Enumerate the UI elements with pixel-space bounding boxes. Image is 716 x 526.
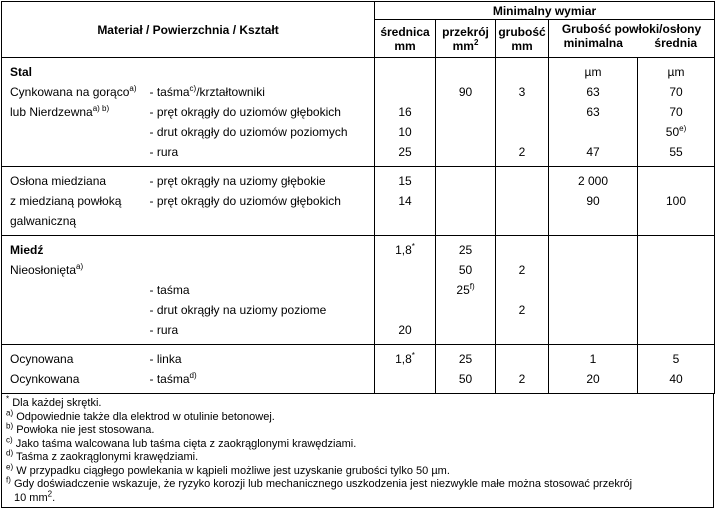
footnote-mark: c) — [6, 434, 13, 444]
footnote-ref: * — [411, 242, 415, 251]
minimalna-text: 20 — [586, 372, 600, 386]
przekroj-text: 25 — [456, 283, 470, 297]
srednia-cell — [638, 345, 715, 394]
srednia-value — [638, 260, 714, 280]
srednica-value — [375, 369, 435, 389]
group-name-line — [10, 122, 142, 142]
footnote-line — [2, 475, 713, 492]
przekroj-cell — [436, 236, 496, 345]
srednia-value — [638, 211, 714, 231]
footnote-mark: a) — [6, 407, 14, 417]
srednia-value — [638, 102, 714, 122]
group-name-line — [10, 142, 142, 162]
group-name-line — [10, 171, 142, 191]
srednica-value — [375, 122, 435, 142]
group-name-line — [10, 62, 142, 82]
minimalna-value — [549, 349, 637, 369]
srednica-value — [375, 300, 435, 320]
minimalna-value — [549, 260, 637, 280]
shape-line — [150, 191, 375, 211]
przekroj-value — [436, 191, 495, 211]
grubosc-cell — [496, 345, 549, 394]
srednica-text: 1,8 — [395, 243, 412, 257]
footnote-ref: e) — [679, 124, 687, 133]
srednia-text: 70 — [669, 105, 683, 119]
grubosc-value — [496, 82, 548, 102]
group-name-text: galwaniczną — [10, 214, 77, 228]
group-name-line — [10, 280, 142, 300]
minimalna-cell — [549, 58, 638, 167]
shape-text: - taśma — [149, 85, 190, 99]
footnote-ref: a) — [76, 262, 84, 271]
group-miedz — [2, 236, 715, 345]
shape-text: - rura — [149, 323, 179, 337]
footnote-line — [2, 461, 713, 479]
shape-line — [150, 240, 375, 260]
grubosc-value — [496, 300, 548, 320]
shape-line — [150, 102, 375, 122]
srednica-value — [375, 62, 435, 82]
srednica-text: 16 — [398, 105, 412, 119]
group-name-line — [10, 369, 142, 389]
group-stal — [2, 58, 715, 167]
srednica-value — [375, 102, 435, 122]
minimalna-value — [549, 320, 637, 340]
shape-text: - drut okrągły do uziomów poziomych — [149, 125, 348, 139]
group-name-cell — [2, 236, 142, 345]
group-name-text: Cynkowana na gorąco — [10, 85, 130, 99]
group-name-line — [10, 102, 142, 122]
minimalna-value — [549, 300, 637, 320]
shape-text: - taśma — [149, 283, 190, 297]
przekroj-cell — [436, 345, 496, 394]
footnote-mark: d) — [6, 448, 14, 458]
group-name-line — [10, 300, 142, 320]
grubosc-value — [496, 62, 548, 82]
footnote-mark: * — [6, 394, 10, 404]
minimalna-value — [549, 191, 637, 211]
przekroj-value — [436, 240, 495, 260]
srednia-value — [638, 122, 714, 142]
minimalna-cell — [549, 345, 638, 394]
minimalna-value — [549, 171, 637, 191]
group-name-cell — [2, 167, 142, 236]
grubosc-text: 2 — [518, 372, 526, 386]
minimalna-value — [549, 102, 637, 122]
srednia-value — [638, 369, 714, 389]
footnote-text: Gdy doświadczenie wskazuje, że ryzyko korozji lub mechanicznego uszkodzenia jest niezwykle małe można stosować przekrój — [13, 478, 633, 490]
shape-line — [150, 211, 375, 231]
przekroj-cell — [436, 167, 496, 236]
group-name-text: Stal — [10, 65, 33, 79]
minimalna-text: 47 — [586, 145, 600, 159]
srednica-value — [375, 260, 435, 280]
srednia-value — [638, 142, 714, 162]
shape-line — [150, 82, 375, 102]
minimalna-text: 63 — [586, 105, 600, 119]
group-name-line — [10, 191, 142, 211]
srednica-text: 25 — [398, 145, 412, 159]
shape-line — [150, 62, 375, 82]
przekroj-value — [436, 62, 495, 82]
przekroj-text: 25 — [458, 243, 473, 257]
srednia-text: 5 — [672, 352, 680, 366]
srednia-value — [638, 171, 714, 191]
shape-text: - drut okrągły na uziomy poziome — [149, 303, 327, 317]
srednia-cell — [638, 58, 715, 167]
header-material: Materiał / Powierzchnia / Kształt — [2, 2, 375, 58]
grubosc-value — [496, 191, 548, 211]
header-powloka: Grubość powłoki/osłony minimalna średnia — [549, 20, 715, 58]
shape-line — [150, 280, 375, 300]
srednia-value — [638, 62, 714, 82]
srednia-cell — [638, 167, 715, 236]
footnote-ref: a) b) — [92, 104, 110, 113]
shape-line — [150, 300, 375, 320]
srednia-value — [638, 300, 714, 320]
footnote-line — [2, 488, 713, 506]
footnotes — [1, 394, 714, 508]
srednica-cell — [375, 236, 436, 345]
footnote-line — [2, 434, 713, 452]
srednia-value — [638, 82, 714, 102]
srednica-value — [375, 82, 435, 102]
group-oslona-miedziana — [2, 167, 715, 236]
przekroj-text: 50 — [458, 372, 473, 386]
group-name-cell — [2, 58, 142, 167]
footnote-line — [2, 421, 713, 438]
przekroj-value — [436, 280, 495, 300]
grubosc-text: 3 — [518, 85, 526, 99]
shape-line — [150, 320, 375, 340]
footnote-mark: f) — [6, 475, 11, 485]
grubosc-value — [496, 142, 548, 162]
grubosc-value — [496, 122, 548, 142]
srednia-text: 70 — [669, 85, 683, 99]
przekroj-cell — [436, 58, 496, 167]
przekroj-value — [436, 211, 495, 231]
grubosc-text: 2 — [518, 145, 526, 159]
grubosc-cell — [496, 236, 549, 345]
shape-text: - taśma — [149, 372, 190, 386]
srednica-text: 20 — [398, 323, 412, 337]
shape-text: - pręt okrągły do uziomów głębokich — [149, 194, 341, 208]
minimalna-text: µm — [584, 65, 602, 79]
group-name-line — [10, 349, 142, 369]
przekroj-value — [436, 349, 495, 369]
srednia-value — [638, 240, 714, 260]
footnote-text: 10 mm — [14, 491, 48, 504]
grubosc-value — [496, 320, 548, 340]
group-name-line — [10, 211, 142, 231]
grubosc-value — [496, 240, 548, 260]
przekroj-value — [436, 171, 495, 191]
srednica-text: 10 — [398, 125, 412, 139]
przekroj-value — [436, 369, 495, 389]
srednica-value — [375, 349, 435, 369]
footnote-ref: a) — [129, 84, 137, 93]
minimalna-cell — [549, 236, 638, 345]
footnote-tail: . — [52, 491, 56, 504]
group-ocynowana — [2, 345, 715, 394]
group-name-line — [10, 260, 142, 280]
srednica-value — [375, 191, 435, 211]
srednica-value — [375, 171, 435, 191]
footnote-ref: c) — [189, 84, 197, 93]
group-name-text: Nieosłonięta — [10, 263, 77, 277]
przekroj-value — [436, 320, 495, 340]
footnote-text: W przypadku ciągłego powlekania w kąpieli możliwe jest uzyskanie grubości tylko 50 µm. — [16, 464, 450, 477]
footnote-line — [2, 448, 713, 465]
footnote-ref: f) — [469, 282, 475, 291]
grubosc-value — [496, 349, 548, 369]
group-name-text: Ocynkowana — [10, 372, 80, 386]
shape-line — [150, 171, 375, 191]
przekroj-value — [436, 102, 495, 122]
przekroj-value — [436, 260, 495, 280]
minimalna-cell — [549, 167, 638, 236]
group-shape-cell — [142, 345, 375, 394]
przekroj-value — [436, 300, 495, 320]
srednica-text: 15 — [398, 174, 412, 188]
minimalna-value — [549, 280, 637, 300]
minimalna-value — [549, 62, 637, 82]
przekroj-text: 90 — [458, 85, 473, 99]
grubosc-value — [496, 369, 548, 389]
footnote-text: Taśma z zaokrąglonymi krawędziami. — [15, 451, 199, 463]
grubosc-value — [496, 260, 548, 280]
group-name-text: Miedź — [10, 243, 44, 257]
footnote-mark: b) — [6, 421, 14, 431]
group-shape-cell — [142, 236, 375, 345]
grubosc-cell — [496, 58, 549, 167]
header-min-dimension: Minimalny wymiar — [375, 2, 715, 20]
grubosc-text: 2 — [518, 263, 526, 277]
srednica-value — [375, 211, 435, 231]
minimalna-text: 1 — [589, 352, 597, 366]
przekroj-value — [436, 122, 495, 142]
minimalna-value — [549, 82, 637, 102]
przekroj-text: 25 — [458, 352, 473, 366]
header-grubosc: grubość mm — [496, 20, 549, 58]
grubosc-text: 2 — [518, 303, 526, 317]
przekroj-value — [436, 142, 495, 162]
minimalna-value — [549, 122, 637, 142]
srednia-text: 100 — [666, 194, 687, 208]
srednica-text: 14 — [398, 194, 412, 208]
grubosc-cell — [496, 167, 549, 236]
footnote-line — [2, 407, 713, 425]
srednia-text: 40 — [669, 372, 683, 386]
group-name-cell — [2, 345, 142, 394]
grubosc-value — [496, 211, 548, 231]
group-shape-cell — [142, 167, 375, 236]
footnote-text: Jako taśma walcowana lub taśma cięta z zaokrąglonymi krawędziami. — [15, 437, 357, 450]
shape-line — [150, 260, 375, 280]
srednica-text: 1,8 — [395, 352, 412, 366]
przekroj-text: 50 — [458, 263, 473, 277]
minimalna-value — [549, 211, 637, 231]
footnote-ref: d) — [189, 371, 197, 380]
minimalna-value — [549, 369, 637, 389]
srednica-cell — [375, 58, 436, 167]
przekroj-value — [436, 82, 495, 102]
srednia-text: 50 — [665, 125, 680, 139]
srednia-value — [638, 349, 714, 369]
header-srednica: średnica mm — [375, 20, 436, 58]
group-shape-cell — [142, 58, 375, 167]
srednia-cell — [638, 236, 715, 345]
minimalna-text: 90 — [586, 194, 600, 208]
minimalna-text: 63 — [586, 85, 600, 99]
shape-line — [150, 142, 375, 162]
srednia-value — [638, 280, 714, 300]
shape-text: - pręt okrągły do uziomów głębokich — [149, 105, 341, 119]
srednica-value — [375, 240, 435, 260]
srednia-value — [638, 191, 714, 211]
grubosc-value — [496, 171, 548, 191]
group-name-line — [10, 82, 142, 102]
group-name-text: Ocynowana — [10, 352, 74, 366]
group-name-text: z miedzianą powłoką — [10, 194, 122, 208]
srednica-cell — [375, 345, 436, 394]
grubosc-value — [496, 102, 548, 122]
header-przekroj: przekrój $mm^2$ — [436, 20, 496, 58]
minimalna-text: 2 000 — [578, 174, 609, 188]
minimalna-value — [549, 142, 637, 162]
grubosc-value — [496, 280, 548, 300]
footnote-line — [2, 394, 713, 411]
shape-text: - linka — [149, 352, 182, 366]
srednia-value — [638, 320, 714, 340]
srednia-text: µm — [667, 65, 685, 79]
shape-line — [150, 122, 375, 142]
footnote-mark: e) — [6, 461, 14, 471]
group-name-text: Osłona miedziana — [10, 174, 107, 188]
srednica-value — [375, 280, 435, 300]
material-dimensions-table — [1, 1, 715, 394]
minimalna-value — [549, 240, 637, 260]
srednica-cell — [375, 167, 436, 236]
material-table-container — [1, 1, 714, 508]
footnote-sup: 2 — [47, 488, 53, 498]
srednica-value — [375, 142, 435, 162]
shape-line — [150, 349, 375, 369]
shape-line — [150, 369, 375, 389]
srednica-value — [375, 320, 435, 340]
footnote-text: Powłoka nie jest stosowana. — [16, 424, 155, 436]
srednia-text: 55 — [669, 145, 683, 159]
shape-text: - rura — [149, 145, 179, 159]
shape-text: - pręt okrągły na uziomy głębokie — [149, 174, 326, 188]
footnote-text: Odpowiednie także dla elektrod w otulinie betonowej. — [16, 410, 275, 423]
footnote-ref: * — [411, 351, 415, 360]
group-name-text: lub Nierdzewna — [10, 105, 93, 119]
group-name-line — [10, 320, 142, 340]
shape-tail: /krztałtowniki — [196, 85, 265, 99]
footnote-text: Dla każdej skrętki. — [12, 397, 102, 409]
group-name-line — [10, 240, 142, 260]
